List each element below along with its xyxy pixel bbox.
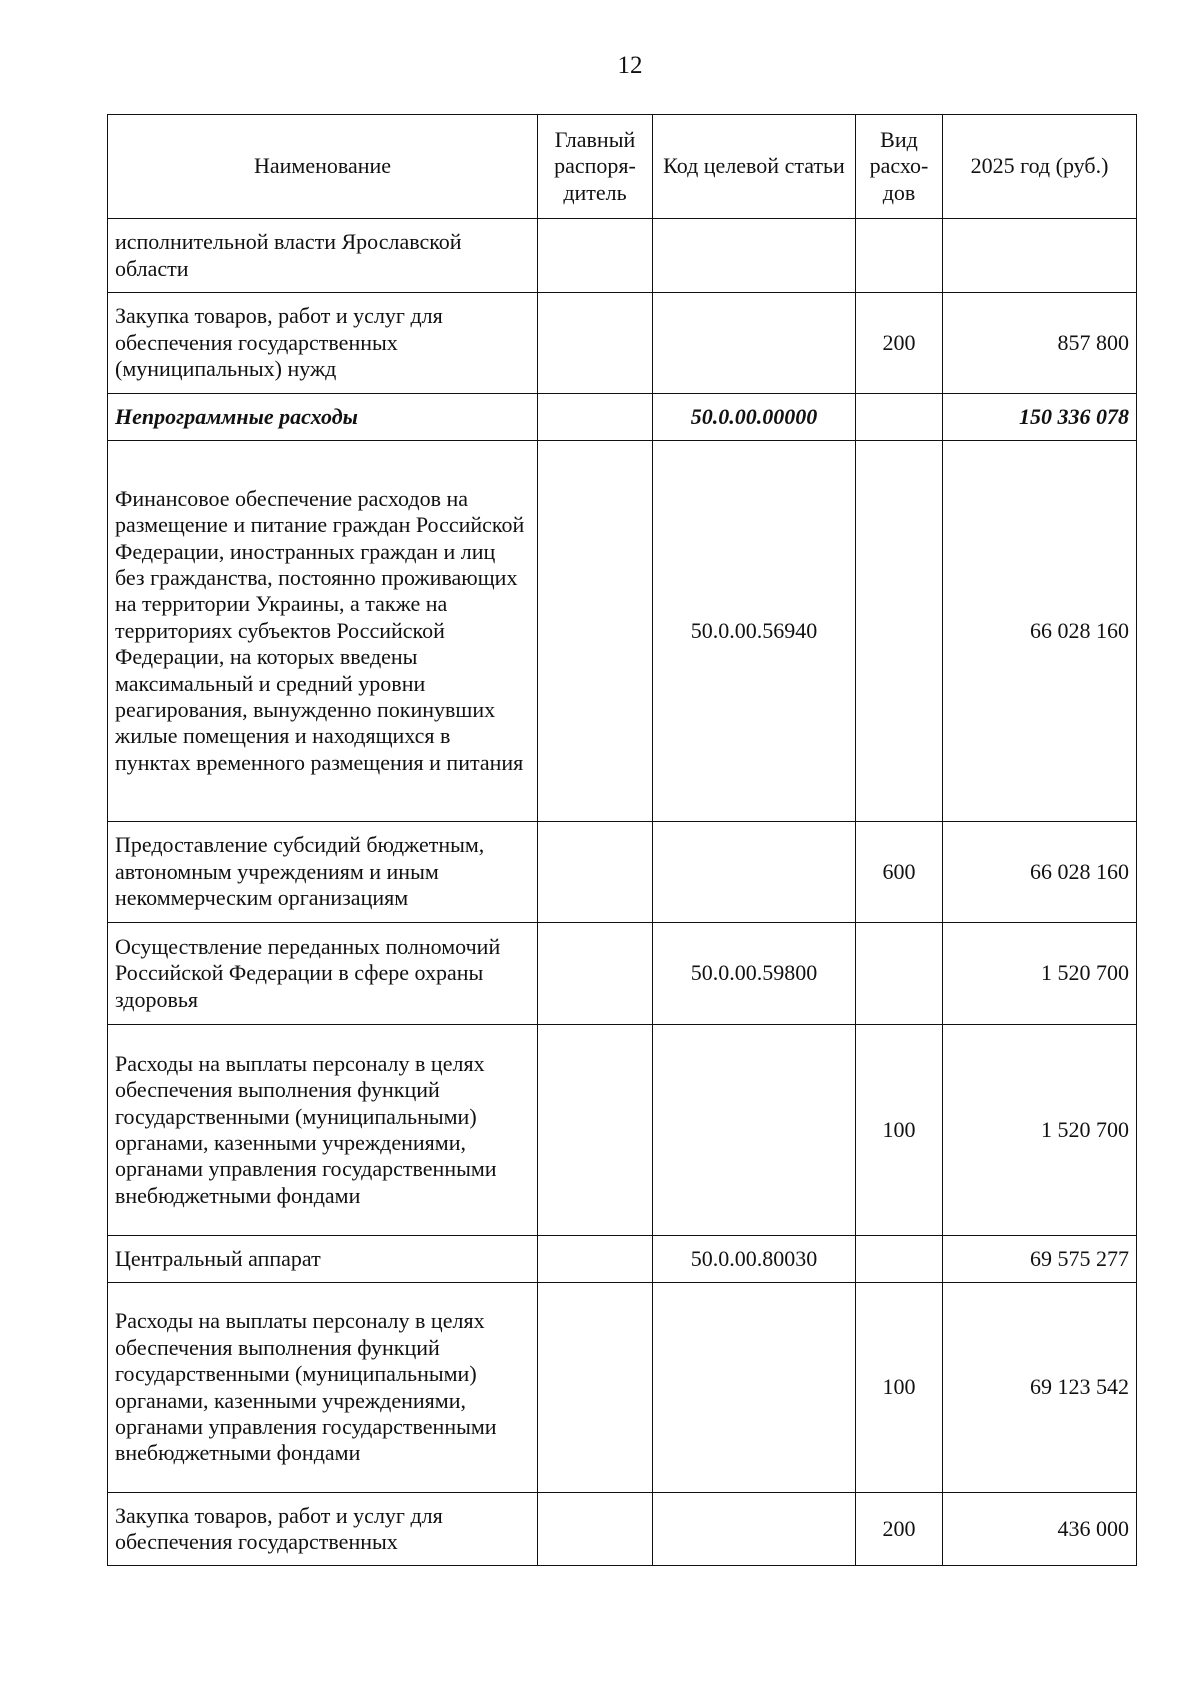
row-expense-type (856, 1236, 943, 1283)
table-row (108, 1236, 1137, 1283)
page-number: 12 (617, 52, 643, 79)
row-code: 50.0.00.00000 (653, 394, 856, 441)
row-code (653, 219, 856, 293)
row-expense-type: 100 (856, 1025, 943, 1236)
row-main-manager (538, 293, 653, 394)
row-main-manager (538, 1283, 653, 1493)
table-row (108, 394, 1137, 441)
table-header-row (108, 115, 1137, 219)
row-name: Расходы на выплаты персоналу в целях обеспечения выполнения функций государственными (муниципальными) органами, казенными учреждениями, органами управления государственными внебюджетными фондами (108, 1283, 538, 1493)
row-expense-type: 200 (856, 293, 943, 394)
row-name: Расходы на выплаты персоналу в целях обеспечения выполнения функций государственными (муниципальными) органами, казенными учреждениями, органами управления государственными внебюджетными фондами (108, 1025, 538, 1236)
row-name: исполнительной власти Ярославской области (108, 219, 538, 293)
row-code (653, 822, 856, 923)
row-main-manager (538, 1493, 653, 1566)
row-amount: 66 028 160 (943, 822, 1137, 923)
table-row (108, 1283, 1137, 1493)
header-code: Код целевой статьи (653, 115, 856, 219)
header-year: 2025 год (руб.) (943, 115, 1137, 219)
header-main-manager: Главный распоря-дитель (538, 115, 653, 219)
row-code (653, 1493, 856, 1566)
row-code: 50.0.00.59800 (653, 923, 856, 1025)
row-name: Предоставление субсидий бюджетным, автономным учреждениям и иным некоммерческим организациям (108, 822, 538, 923)
row-main-manager (538, 219, 653, 293)
row-name: Центральный аппарат (108, 1236, 538, 1283)
row-code: 50.0.00.80030 (653, 1236, 856, 1283)
row-amount: 66 028 160 (943, 441, 1137, 822)
row-expense-type (856, 923, 943, 1025)
row-code: 50.0.00.56940 (653, 441, 856, 822)
table-row (108, 441, 1137, 822)
table-row (108, 1025, 1137, 1236)
row-amount: 436 000 (943, 1493, 1137, 1566)
header-name: Наименование (108, 115, 538, 219)
row-name: Непрограммные расходы (108, 394, 538, 441)
row-expense-type (856, 219, 943, 293)
row-main-manager (538, 923, 653, 1025)
row-expense-type: 200 (856, 1493, 943, 1566)
row-code (653, 1025, 856, 1236)
row-main-manager (538, 441, 653, 822)
row-name: Закупка товаров, работ и услуг для обеспечения государственных (муниципальных) нужд (108, 293, 538, 394)
row-code (653, 293, 856, 394)
row-amount: 857 800 (943, 293, 1137, 394)
table-row (108, 293, 1137, 394)
header-expense-type: Вид расхо-дов (856, 115, 943, 219)
row-code (653, 1283, 856, 1493)
table-row (108, 219, 1137, 293)
table-row (108, 1493, 1137, 1566)
table-row (108, 923, 1137, 1025)
row-amount: 1 520 700 (943, 1025, 1137, 1236)
row-amount: 69 575 277 (943, 1236, 1137, 1283)
table-row (108, 822, 1137, 923)
budget-table (107, 114, 1137, 1566)
row-main-manager (538, 1025, 653, 1236)
row-name: Закупка товаров, работ и услуг для обеспечения государственных (108, 1493, 538, 1566)
row-main-manager (538, 1236, 653, 1283)
row-expense-type (856, 441, 943, 822)
row-amount: 1 520 700 (943, 923, 1137, 1025)
row-amount (943, 219, 1137, 293)
row-main-manager (538, 394, 653, 441)
row-amount: 69 123 542 (943, 1283, 1137, 1493)
row-main-manager (538, 822, 653, 923)
row-expense-type (856, 394, 943, 441)
row-name: Осуществление переданных полномочий Российской Федерации в сфере охраны здоровья (108, 923, 538, 1025)
row-expense-type: 600 (856, 822, 943, 923)
row-name: Финансовое обеспечение расходов на размещение и питание граждан Российской Федерации, иностранных граждан и лиц без гражданства, постоянно проживающих на территории Украины, а также на территориях субъектов Российской Федерации, на которых введены максимальный и средний уровни реагирования, вынужденно покинувших жилые помещения и находящихся в пунктах временного размещения и питания (108, 441, 538, 822)
row-expense-type: 100 (856, 1283, 943, 1493)
row-amount: 150 336 078 (943, 394, 1137, 441)
